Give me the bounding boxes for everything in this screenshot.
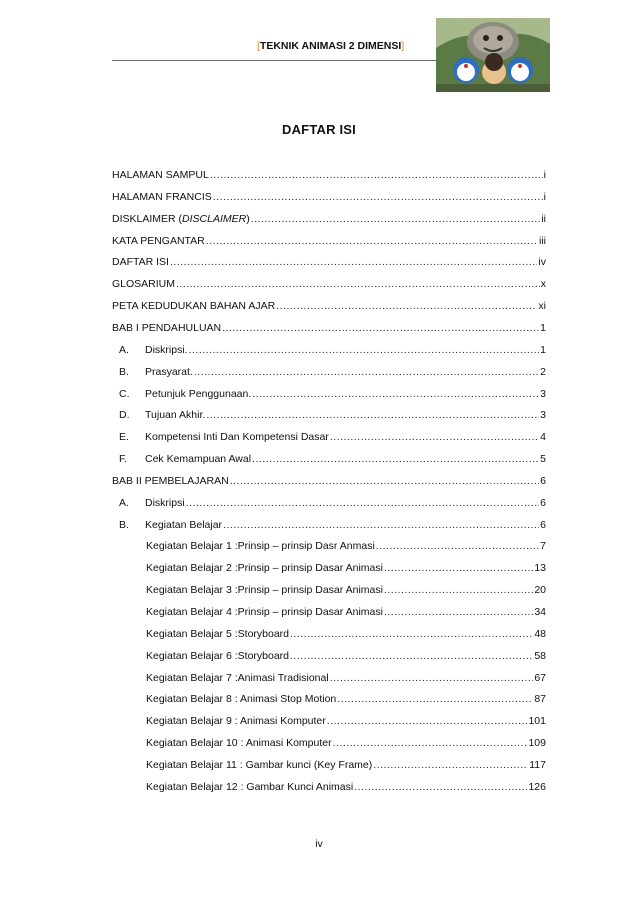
toc-dot-leader bbox=[290, 627, 533, 641]
toc-entry-page: iii bbox=[539, 234, 546, 247]
toc-entry[interactable] bbox=[119, 363, 546, 379]
toc-entry-page: 7 bbox=[540, 540, 546, 553]
toc-entry-page: 48 bbox=[534, 627, 546, 640]
toc-entry-page: 117 bbox=[529, 758, 546, 771]
page-number: iv bbox=[315, 838, 323, 850]
toc-entry-letter: B. bbox=[119, 518, 129, 531]
toc-dot-leader bbox=[251, 212, 541, 226]
toc-entry-letter: D. bbox=[119, 409, 130, 422]
toc-entry-letter: A. bbox=[119, 496, 129, 509]
toc-entry-label: Kegiatan Belajar 12 : Gambar Kunci Animasi bbox=[146, 780, 354, 793]
toc-entry-label: HALAMAN FRANCIS bbox=[112, 190, 212, 203]
toc-entry[interactable] bbox=[146, 559, 546, 575]
toc-entry[interactable] bbox=[112, 232, 546, 248]
toc-dot-leader bbox=[384, 561, 533, 575]
toc-dot-leader bbox=[206, 234, 538, 248]
toc-entry[interactable] bbox=[112, 297, 546, 313]
toc-entry-page: iv bbox=[538, 256, 546, 269]
toc-entry-label: Kegiatan Belajar 11 : Gambar kunci (Key Frame) bbox=[146, 758, 373, 771]
toc-entry-label: Prasyarat. bbox=[145, 365, 193, 378]
toc-entry-label: DISKLAIMER (DISCLAIMER) bbox=[112, 212, 250, 225]
toc-entry-page: 5 bbox=[540, 453, 546, 466]
toc-entry-page: ii bbox=[541, 212, 546, 225]
toc-dot-leader bbox=[230, 474, 539, 488]
toc-entry-page: 2 bbox=[540, 365, 546, 378]
toc-entry-label: Kegiatan Belajar 8 : Animasi Stop Motion bbox=[146, 693, 337, 706]
toc-dot-leader bbox=[384, 605, 533, 619]
toc-entry-label: Diskripsi bbox=[145, 496, 185, 509]
toc-entry-label: Kegiatan Belajar 2 :Prinsip – prinsip Dasar Animasi bbox=[146, 562, 383, 575]
toc-dot-leader bbox=[327, 714, 528, 728]
toc-dot-leader bbox=[384, 583, 533, 597]
header-bracket-open: [ bbox=[257, 40, 260, 52]
cartoon-cover-illustration-icon bbox=[436, 18, 550, 92]
toc-entry[interactable] bbox=[146, 625, 546, 641]
toc-entry[interactable] bbox=[112, 275, 546, 291]
toc-entry-letter: C. bbox=[119, 387, 130, 400]
toc-entry[interactable] bbox=[112, 210, 546, 226]
toc-entry-letter: B. bbox=[119, 365, 129, 378]
toc-entry-label: Cek Kemampuan Awal bbox=[145, 453, 252, 466]
toc-entry[interactable] bbox=[146, 581, 546, 597]
toc-dot-leader bbox=[333, 736, 528, 750]
toc-dot-leader bbox=[213, 190, 543, 204]
toc-entry-label: Diskripsi. bbox=[145, 343, 188, 356]
toc-entry-label: Kegiatan Belajar 3 :Prinsip – prinsip Dasar Animasi bbox=[146, 584, 383, 597]
toc-entry-page: i bbox=[543, 169, 546, 181]
toc-dot-leader bbox=[373, 758, 528, 772]
toc-entry-label: PETA KEDUDUKAN BAHAN AJAR bbox=[112, 300, 276, 313]
toc-entry-label: Kegiatan Belajar bbox=[145, 518, 223, 531]
toc-dot-leader bbox=[206, 408, 539, 422]
toc-entry[interactable] bbox=[119, 494, 546, 510]
toc-entry-page: 6 bbox=[540, 496, 546, 509]
toc-entry[interactable] bbox=[146, 690, 546, 706]
toc-entry-page: 6 bbox=[540, 474, 546, 487]
toc-entry[interactable] bbox=[112, 166, 546, 182]
header-title: TEKNIK ANIMASI 2 DIMENSI bbox=[259, 40, 402, 52]
page-title: DAFTAR ISI bbox=[282, 122, 356, 137]
toc-entry-page: 20 bbox=[534, 584, 546, 597]
toc-dot-leader bbox=[276, 299, 537, 313]
toc-entry-label: DAFTAR ISI bbox=[112, 256, 169, 269]
toc-entry-page: 34 bbox=[534, 606, 546, 618]
toc-entry[interactable] bbox=[146, 603, 546, 619]
toc-entry-label: Kegiatan Belajar 7 :Animasi Tradisional bbox=[146, 671, 329, 684]
toc-entry-page: 13 bbox=[534, 562, 546, 575]
toc-entry[interactable] bbox=[146, 712, 546, 728]
toc-dot-leader bbox=[223, 518, 539, 532]
toc-entry-page: 126 bbox=[528, 780, 546, 793]
header-bracket-close: ] bbox=[401, 40, 405, 52]
toc-entry[interactable] bbox=[146, 647, 546, 663]
toc-entry-label: Kegiatan Belajar 6 :Storyboard bbox=[146, 649, 290, 662]
toc-entry[interactable] bbox=[146, 669, 546, 685]
toc-dot-leader bbox=[194, 365, 539, 379]
toc-entry-label: Kompetensi Inti Dan Kompetensi Dasar bbox=[145, 431, 329, 444]
toc-dot-leader bbox=[186, 496, 539, 510]
toc-dot-leader bbox=[330, 671, 534, 685]
toc-entry-page: 3 bbox=[540, 387, 546, 400]
toc-dot-leader bbox=[252, 452, 539, 466]
toc-entry-label: Kegiatan Belajar 10 : Animasi Komputer bbox=[146, 737, 332, 750]
toc-entry-page: 1 bbox=[540, 321, 546, 334]
toc-entry-label: Kegiatan Belajar 1 :Prinsip – prinsip Dasr Anmasi bbox=[146, 540, 375, 553]
toc-entry-page: x bbox=[540, 278, 546, 291]
toc-entry-label: Tujuan Akhir. bbox=[145, 409, 206, 422]
toc-dot-leader bbox=[252, 387, 539, 401]
toc-entry[interactable] bbox=[146, 537, 546, 553]
toc-entry-label: Petunjuk Penggunaan. bbox=[145, 387, 252, 400]
toc-entry[interactable] bbox=[119, 450, 546, 466]
toc-entry-label: Kegiatan Belajar 9 : Animasi Komputer bbox=[146, 715, 326, 728]
toc-entry[interactable] bbox=[119, 385, 546, 401]
toc-entry-label: BAB II PEMBELAJARAN bbox=[112, 474, 229, 487]
toc-entry[interactable] bbox=[146, 778, 546, 794]
toc-entry-page: 6 bbox=[540, 518, 546, 531]
toc-entry[interactable] bbox=[119, 406, 546, 422]
toc-entry-page: 101 bbox=[528, 715, 546, 728]
toc-entry[interactable] bbox=[146, 734, 546, 750]
toc-dot-leader bbox=[330, 430, 539, 444]
toc-entry[interactable] bbox=[112, 253, 546, 269]
toc-entry-label: Kegiatan Belajar 4 :Prinsip – prinsip Dasar Animasi bbox=[146, 606, 383, 618]
toc-dot-leader bbox=[354, 780, 527, 794]
toc-entry-label: Kegiatan Belajar 5 :Storyboard bbox=[146, 627, 290, 640]
toc-entry-page: 3 bbox=[540, 409, 546, 422]
toc-entry-letter: F. bbox=[119, 453, 128, 466]
toc-entry-page: xi bbox=[538, 300, 546, 313]
toc-entry-letter: E. bbox=[119, 431, 129, 444]
toc-entry-page: 109 bbox=[528, 737, 546, 750]
toc-entry-page: 58 bbox=[534, 649, 546, 662]
toc-entry-label: KATA PENGANTAR bbox=[112, 234, 205, 247]
toc-entry[interactable] bbox=[112, 472, 546, 488]
toc-entry-label: GLOSARIUM bbox=[112, 278, 176, 291]
toc-entry-page: i bbox=[543, 190, 546, 203]
toc-dot-leader bbox=[170, 255, 537, 269]
toc-dot-leader bbox=[222, 321, 539, 335]
toc-entry-letter: A. bbox=[119, 343, 129, 356]
toc-dot-leader bbox=[210, 168, 543, 182]
toc-dot-leader bbox=[337, 692, 533, 706]
running-header bbox=[257, 40, 404, 52]
toc-entry-page: 87 bbox=[534, 693, 546, 706]
toc-entry[interactable] bbox=[112, 319, 546, 335]
toc-entry-page: 4 bbox=[540, 431, 546, 444]
toc-dot-leader bbox=[176, 277, 540, 291]
toc-entry-page: 67 bbox=[534, 671, 546, 684]
toc-entry[interactable] bbox=[119, 341, 546, 357]
toc-entry[interactable] bbox=[146, 756, 546, 772]
toc-entry-page: 1 bbox=[540, 343, 546, 356]
toc-entry-label: HALAMAN SAMPUL bbox=[112, 169, 209, 181]
toc-dot-leader bbox=[290, 649, 533, 663]
toc-entry[interactable] bbox=[112, 188, 546, 204]
toc-entry[interactable] bbox=[119, 516, 546, 532]
toc-dot-leader bbox=[376, 539, 539, 553]
toc-dot-leader bbox=[189, 343, 540, 357]
toc-entry[interactable] bbox=[119, 428, 546, 444]
toc-entry-label: BAB I PENDAHULUAN bbox=[112, 321, 222, 334]
